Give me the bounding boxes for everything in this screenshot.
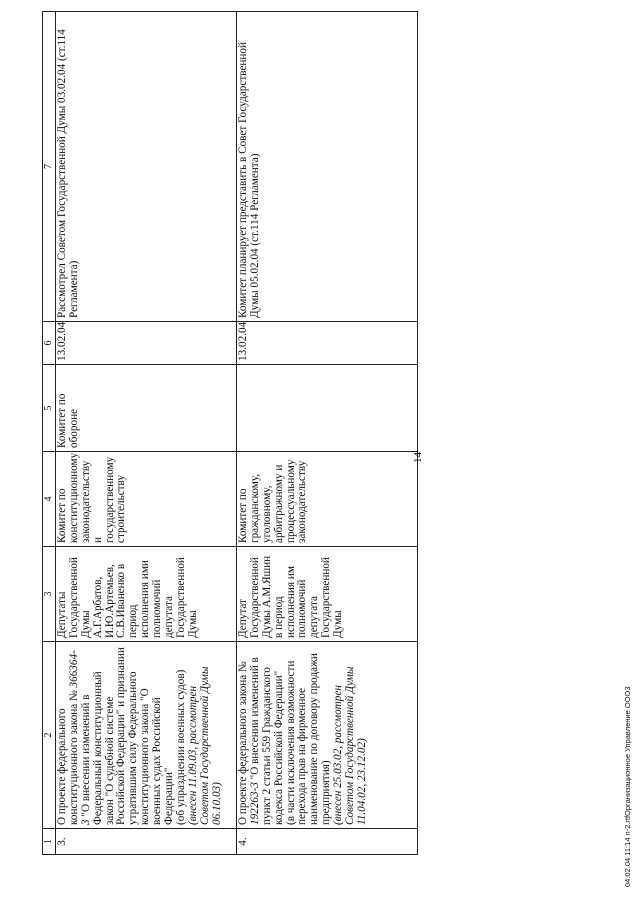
bill-number: 366364-3 xyxy=(67,650,92,825)
note-cell: Рассмотрел Советом Государственной Думы 03.02.04 (ст.114 Регламента) xyxy=(55,12,236,322)
col-header-1: 1 xyxy=(43,829,56,855)
committee-cell: Комитет по конституционному законодательству и государственному строительству xyxy=(55,452,236,547)
col-header-6: 6 xyxy=(43,322,56,365)
footer-text: 04.02.04 11:14 п-2.rtfОрганизационное Управление ООО3 xyxy=(623,686,632,887)
date-cell: 13.02.04 xyxy=(236,322,417,365)
bill-history: (внесен 25.03.02, рассмотрен Советом Государственной Думы 11.04.02, 23.12.02) xyxy=(332,666,368,825)
col-header-4: 4 xyxy=(43,452,56,547)
col-header-7: 7 xyxy=(43,12,56,322)
bill-title-prefix: О проекте федерального закона № xyxy=(236,661,249,825)
bill-title-cell xyxy=(55,642,236,829)
page-number: 14 xyxy=(412,452,424,463)
co-committee-cell xyxy=(236,365,417,452)
table-row xyxy=(236,12,417,855)
rotated-page xyxy=(20,15,632,887)
bill-title-cell xyxy=(236,642,417,829)
row-number: 3. xyxy=(55,829,236,855)
note-cell: Комитет планирует представить в Совет Государственной Думы 05.02.04 (ст.114 Регламента) xyxy=(236,12,417,322)
bill-number: 192263-3 xyxy=(248,782,261,825)
table-row xyxy=(55,12,236,855)
bill-title-prefix: О проекте федерального конституционного закона № xyxy=(55,687,80,825)
committee-cell: Комитет по гражданскому, уголовному, арбитражному и процессуальному законодательству xyxy=(236,452,417,547)
col-header-2: 2 xyxy=(43,642,56,829)
bill-title-text: "О внесении изменений в пункт 2 статьи 559 Гражданского кодекса Российской Федерации" xyxy=(248,657,285,825)
row-number: 4. xyxy=(236,829,417,855)
authors-cell: Депутат Государственной Думы А.М.Яшин в период исполнения им полномочий депутата Государственной Думы xyxy=(236,547,417,642)
bill-title-text: "О внесении изменений в Федеральный конституционный закон "О судебной системе Российской Федерации" и признании утратившим силу Федерального конституционного закона "О военных судах Российской Федерации" xyxy=(79,647,176,825)
bill-subject: (в части исключения возможности перехода прав на фирменное наименование по договору продажи предприятия) xyxy=(284,653,333,825)
co-committee-cell: Комитет по обороне xyxy=(55,365,236,452)
bill-subject: (об упразднении военных судов) xyxy=(174,669,187,825)
authors-cell: Депутаты Государственной Думы А.Г.Арбатов, И.Ю.Артемьев, С.В.Иваненко в период исполнения ими полномочий депутата Государственной Думы xyxy=(55,547,236,642)
col-header-5: 5 xyxy=(43,365,56,452)
date-cell: 13.02.04 xyxy=(55,322,236,365)
table-header-row xyxy=(43,12,56,855)
agenda-table xyxy=(42,11,418,855)
bill-history: (внесен 11.09.03, рассмотрен Советом Государственной Думы 06.10.03) xyxy=(186,666,223,825)
col-header-3: 3 xyxy=(43,547,56,642)
